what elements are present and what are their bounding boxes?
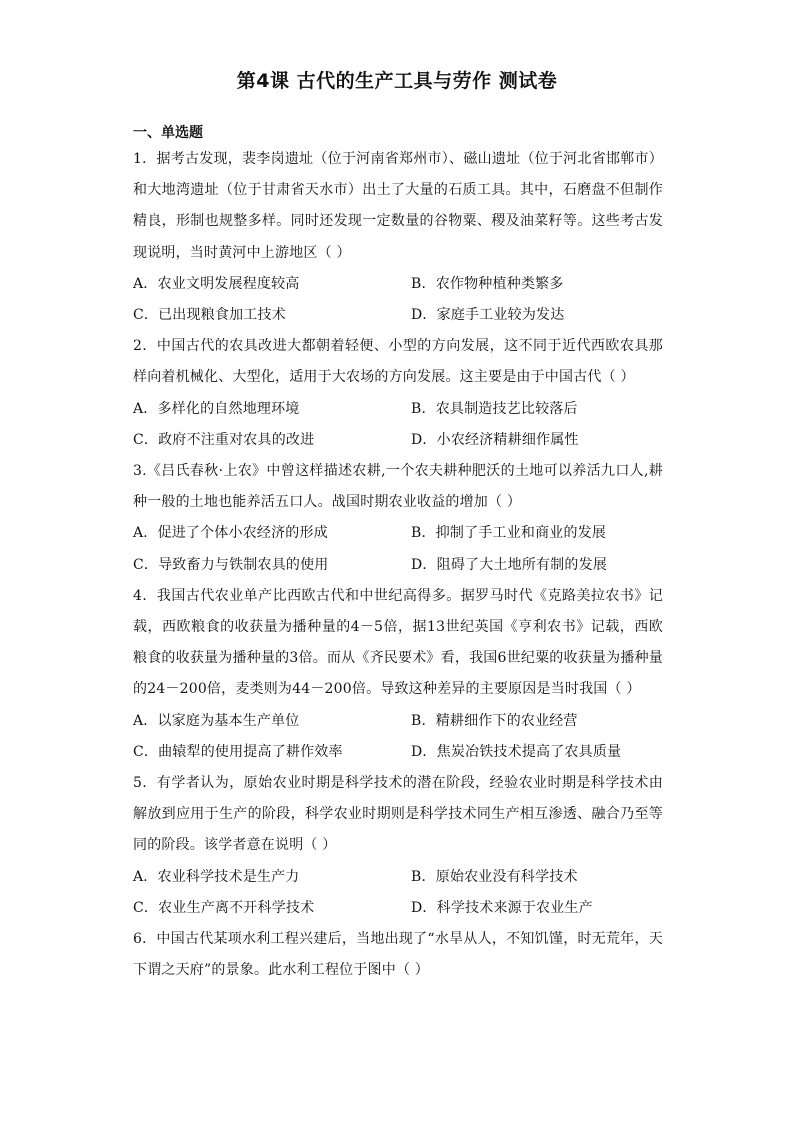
question-4 [133,581,663,768]
question-stem: 2．中国古代的农具改进大都朝着轻便、小型的方向发展，这不同于近代西欧农具那样向着机械化、大型化，适用于大农场的方向发展。这主要是由于中国古代（ ） [133,338,663,386]
question-options [133,706,663,768]
question-5 [133,768,663,924]
question-stem: 3.《吕氏春秋·上农》中曾这样描述农耕,一个农夫耕种肥沃的土地可以养活九口人,耕种一般的土地也能养活五口人。战国时期农业收益的增加（ ） [133,463,663,511]
option-d[interactable]: D．焦炭冶铁技术提高了农具质量 [411,743,622,760]
option-b[interactable]: B．农具制造技艺比较落后 [411,400,578,417]
question-stem: 4．我国古代农业单产比西欧古代和中世纪高得多。据罗马时代《克路美拉农书》记载，西欧粮食的收获量为播种量的4－5倍，据13世纪英国《亨利农书》记载，西欧粮食的收获量为播种量的3倍。而从《齐民要术》看，我国6世纪粟的收获量为播种量的24－200倍，麦类则为44－200倍。导致这种差异的主要原因是当时我国（ ） [133,587,663,698]
question-6 [133,924,663,986]
option-d[interactable]: D．家庭手工业较为发达 [411,307,565,324]
document-body [133,122,663,986]
option-a[interactable]: A．以家庭为基本生产单位 [133,712,300,729]
question-options [133,518,663,580]
option-c[interactable]: C．导致畜力与铁制农具的使用 [133,556,329,573]
option-a[interactable]: A．促进了个体小农经济的形成 [133,525,328,542]
option-b[interactable]: B．抑制了手工业和商业的发展 [411,525,607,542]
option-b[interactable]: B．精耕细作下的农业经营 [411,712,578,729]
option-c[interactable]: C．农业生产离不开科学技术 [133,899,315,916]
option-b[interactable]: B．原始农业没有科学技术 [411,868,578,885]
question-stem: 1．据考古发现，裴李岗遗址（位于河南省郑州市）、磁山遗址（位于河北省邯郸市）和大地湾遗址（位于甘肃省天水市）出土了大量的石质工具。其中，石磨盘不但制作精良，形制也规整多样。同时还发现一定数量的谷物粟、稷及油菜籽等。这些考古发现说明，当时黄河中上游地区（ ） [133,151,663,261]
option-a[interactable]: A．农业科学技术是生产力 [133,868,300,885]
option-d[interactable]: D．科学技术来源于农业生产 [411,899,593,916]
option-d[interactable]: D．小农经济精耕细作属性 [411,431,579,448]
question-3 [133,456,663,581]
question-stem: 6．中国古代某项水利工程兴建后，当地出现了“水旱从人，不知饥馑，时无荒年，天下谓之天府”的景象。此水利工程位于图中（ ） [133,931,663,979]
option-c[interactable]: C．曲辕犁的使用提高了耕作效率 [133,743,343,760]
question-stem: 5．有学者认为，原始农业时期是科学技术的潜在阶段，经验农业时期是科学技术由解放到应用于生产的阶段，科学农业时期则是科学技术同生产相互渗透、融合乃至等同的阶段。该学者意在说明（ ） [133,775,663,854]
page-title: 第4课 古代的生产工具与劳作 测试卷 [236,70,558,92]
option-b[interactable]: B．农作物种植种类繁多 [411,275,564,292]
option-c[interactable]: C．已出现粮食加工技术 [133,307,286,324]
option-c[interactable]: C．政府不注重对农具的改进 [133,431,315,448]
section-heading: 一、单选题 [133,125,203,141]
question-1 [133,144,663,331]
option-d[interactable]: D．阻碍了大土地所有制的发展 [411,556,608,573]
question-2 [133,331,663,456]
question-options [133,269,663,331]
option-a[interactable]: A．农业文明发展程度较高 [133,275,300,292]
question-options [133,862,663,924]
option-a[interactable]: A．多样化的自然地理环境 [133,400,300,417]
question-options [133,394,663,456]
